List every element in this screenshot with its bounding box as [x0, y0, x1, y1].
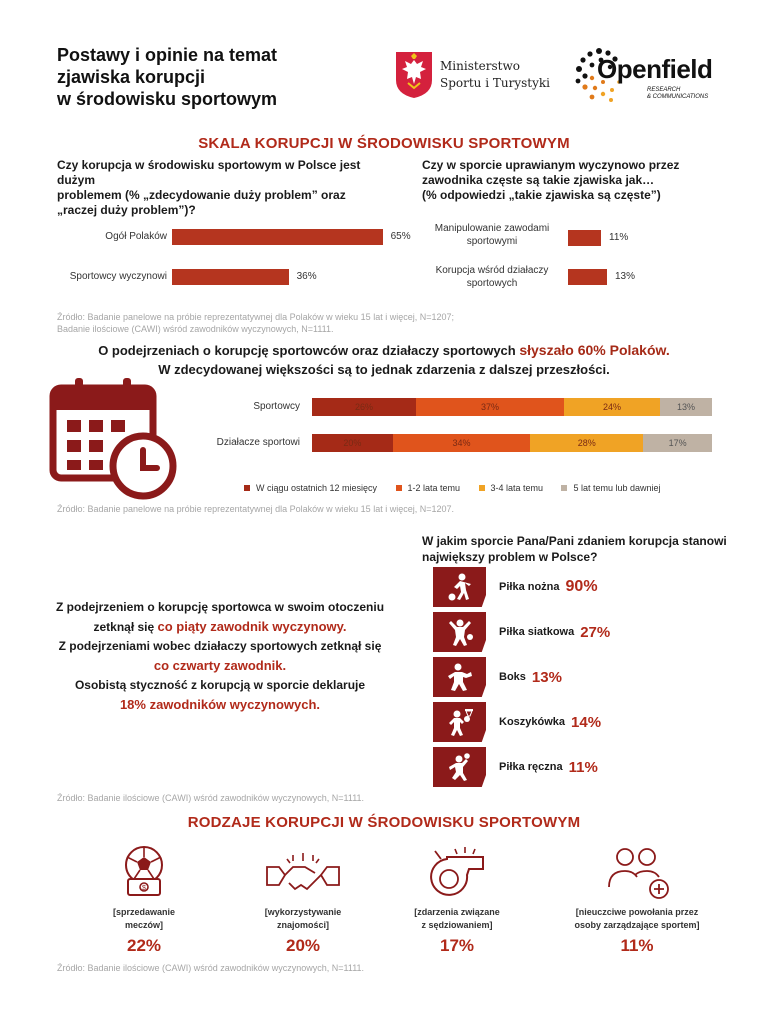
- bar2-value-1: 13%: [615, 271, 636, 282]
- question-right-line-2: zawodnika częste są takie zjawiska jak…: [422, 173, 655, 187]
- stack-segment-sportowcy-2: 24%: [564, 398, 660, 416]
- stack-segment-dzialacze-0: 20%: [312, 434, 393, 452]
- stack-segment-sportowcy-1: 37%: [416, 398, 564, 416]
- finding-line-2: [30, 617, 410, 637]
- bar2-label-0-line-1: Manipulowanie zawodami: [434, 223, 550, 234]
- basketball-player-icon: [433, 702, 486, 742]
- openfield-tagline-line-2: & COMMUNICATIONS: [647, 94, 709, 100]
- sport-row-4: [433, 747, 733, 787]
- section-title-types: RODZAJE KORUPCJI W ŚRODOWISKU SPORTOWYM: [187, 814, 581, 831]
- finding-line-4-highlight: co czwarty zawodnik.: [153, 658, 287, 673]
- sport-row-0: [433, 567, 733, 607]
- main-title-line-1: Postawy i opinie na temat: [57, 45, 278, 65]
- sport-name-4: Piłka ręczna: [499, 761, 563, 773]
- source-section2: Źródło: Badanie panelowe na próbie reprezentatywnej dla Polaków w wieku 15 lat i więcej, N=1207.: [57, 504, 454, 514]
- bar-label-0: Ogół Polaków: [105, 231, 167, 242]
- bar-value-0: 65%: [390, 231, 411, 242]
- headline-line-2: W zdecydowanej większości są to jednak zdarzenia z dalszej przeszłości.: [158, 362, 610, 377]
- question-sports-line-1: W jakim sporcie Pana/Pani zdaniem korupcja stanowi: [422, 534, 727, 548]
- whistle-icon: [425, 845, 489, 901]
- source-section1-line-1: Źródło: Badanie panelowe na próbie reprezentatywnej dla Polaków w wieku 15 lat i więcej, N=1207;: [57, 312, 454, 322]
- source-section1: [57, 311, 737, 335]
- main-title-line-2: zjawiska korupcji: [57, 67, 206, 87]
- ministry-line-1: Ministerstwo: [440, 59, 520, 73]
- legend-swatch-0: [244, 485, 250, 491]
- football-player-icon: [433, 567, 486, 607]
- finding-line-2-text: zetknął się: [93, 620, 158, 634]
- legend-item-3: [561, 483, 660, 493]
- legend-text-1: 1-2 lata temu: [407, 483, 461, 493]
- stack-segment-sportowcy-3: 13%: [660, 398, 712, 416]
- chart-when-heard: [200, 396, 720, 506]
- bar-korupcja-dzialaczy: [568, 269, 607, 285]
- sport-value-2: 13%: [531, 668, 562, 686]
- volleyball-player-glyph: [445, 617, 475, 647]
- openfield-logo: [575, 46, 725, 106]
- football-player-glyph: [445, 572, 475, 602]
- sport-name-1: Piłka siatkowa: [499, 626, 575, 638]
- source-section4: Źródło: Badanie ilościowe (CAWI) wśród zawodników wyczynowych, N=1111.: [57, 963, 365, 973]
- type-appointments: [557, 845, 717, 956]
- bar-ogol-polakow: [172, 229, 383, 245]
- bar-label-1: Sportowcy wyczynowi: [69, 271, 167, 282]
- boxer-glyph: [445, 662, 475, 692]
- type-label-1-line-2: znajomości]: [276, 920, 329, 930]
- finding-line-3-text: Z podejrzeniami wobec działaczy sportowych zetknął się: [58, 639, 382, 653]
- headline-line-1: [0, 341, 768, 360]
- ministry-line-2: Sportu i Turystyki: [440, 76, 550, 90]
- type-label-0: [64, 906, 224, 932]
- bar-manipulowanie: [568, 230, 601, 246]
- sport-value-4: 11%: [568, 758, 598, 776]
- legend-swatch-3: [561, 485, 567, 491]
- headline-line-1-highlight: słyszało 60% Polaków.: [519, 342, 670, 358]
- legend-swatch-2: [479, 485, 485, 491]
- finding-line-6-highlight: 18% zawodników wyczynowych.: [119, 697, 321, 712]
- finding-line-3: [30, 637, 410, 656]
- basketball-player-glyph: [445, 707, 475, 737]
- source-section1-line-2: Badanie ilościowe (CAWI) wśród zawodników wyczynowych, N=1111.: [57, 324, 334, 334]
- type-label-1-line-1: [wykorzystywanie: [264, 907, 342, 917]
- sport-name-0: Piłka nożna: [499, 581, 560, 593]
- type-label-2-line-2: z sędziowaniem]: [421, 920, 493, 930]
- question-left-line-3: „raczej duży problem”)?: [57, 203, 196, 217]
- chart-phenomena: [422, 222, 722, 294]
- bar2-label-0: [422, 222, 562, 248]
- type-refereeing: [377, 845, 537, 956]
- type-label-1: [223, 906, 383, 932]
- type-label-0-line-2: meczów]: [124, 920, 163, 930]
- question-sports-line-2: największy problem w Polsce?: [422, 550, 598, 564]
- finding-line-1: [30, 598, 410, 617]
- people-plus-icon: [605, 845, 669, 901]
- volleyball-player-icon: [433, 612, 486, 652]
- type-label-2-line-1: [zdarzenia związane: [414, 907, 500, 917]
- finding-line-2-highlight: co piąty zawodnik wyczynowy.: [157, 619, 347, 634]
- bar2-label-1-line-2: sportowych: [466, 278, 518, 289]
- bar-sportowcy-wyczynowi: [172, 269, 289, 285]
- polish-eagle-emblem-icon: [394, 50, 434, 100]
- sport-value-0: 90%: [565, 578, 598, 595]
- sports-list: [433, 567, 733, 787]
- boxer-icon: [433, 657, 486, 697]
- bar-value-1: 36%: [296, 271, 317, 282]
- athletes-findings: [30, 598, 410, 715]
- question-left-line-2: problemem (% „zdecydowanie duży problem” oraz: [57, 188, 346, 202]
- legend-item-0: [244, 483, 377, 493]
- type-value-3: 11%: [620, 936, 654, 955]
- finding-line-1-text: Z podejrzeniem o korupcję sportowca w swoim otoczeniu: [55, 600, 385, 614]
- question-right: [422, 158, 722, 203]
- type-label-3-line-2: osoby zarządzające sportem]: [574, 920, 700, 930]
- question-left-line-1: Czy korupcja w środowisku sportowym w Polsce jest dużym: [57, 158, 361, 187]
- stack-label-1: Działacze sportowi: [216, 437, 300, 448]
- svg-text:$: $: [142, 885, 146, 892]
- openfield-name: Openfield: [597, 54, 713, 84]
- stack-segment-dzialacze-3: 17%: [643, 434, 712, 452]
- question-sports: [422, 533, 742, 565]
- bar2-label-1-line-1: Korupcja wśród działaczy: [435, 265, 549, 276]
- stack-segment-dzialacze-1: 34%: [393, 434, 530, 452]
- headline-line-1-text: O podejrzeniach o korupcję sportowców oraz działaczy sportowych: [98, 343, 520, 358]
- headline-heard: [0, 341, 768, 379]
- type-label-3-line-1: [nieuczciwe powołania przez: [575, 907, 699, 917]
- calendar-clock-icon: [47, 376, 179, 500]
- ministry-name: [440, 58, 550, 92]
- sport-row-1: [433, 612, 733, 652]
- stack-label-0: Sportowcy: [253, 401, 300, 412]
- source-section3: Źródło: Badanie ilościowe (CAWI) wśród zawodników wyczynowych, N=1111.: [57, 793, 365, 803]
- type-connections: [223, 845, 383, 956]
- type-value-2: 17%: [439, 936, 475, 955]
- football-money-icon: [114, 845, 174, 901]
- finding-line-5-text: Osobistą styczność z korupcją w sporcie deklaruje: [74, 678, 366, 692]
- handball-player-glyph: [445, 752, 475, 782]
- bar2-label-1: [422, 264, 562, 290]
- stack-row-sportowcy: [312, 398, 712, 416]
- sport-row-3: [433, 702, 733, 742]
- handshake-icon: [263, 845, 343, 901]
- chart-problem-scale: [57, 222, 411, 292]
- legend-text-3: 5 lat temu lub dawniej: [573, 483, 661, 493]
- stack-segment-sportowcy-0: 26%: [312, 398, 416, 416]
- sport-name-2: Boks: [499, 671, 526, 683]
- stack-legend: [244, 478, 724, 496]
- sport-value-3: 14%: [571, 713, 602, 731]
- sport-name-3: Koszykówka: [499, 716, 566, 728]
- sport-value-1: 27%: [580, 623, 611, 641]
- question-right-line-3: (% odpowiedzi „takie zjawiska są częste”): [422, 188, 661, 202]
- finding-line-6: [30, 695, 410, 715]
- main-title-line-3: w środowisku sportowym: [57, 89, 278, 109]
- bar2-value-0: 11%: [609, 232, 629, 243]
- type-label-3: [557, 906, 717, 932]
- stack-segment-dzialacze-2: 28%: [530, 434, 643, 452]
- stack-row-dzialacze: [312, 434, 712, 452]
- finding-line-4: [30, 656, 410, 676]
- type-label-0-line-1: [sprzedawanie: [112, 907, 176, 917]
- type-match-selling: [64, 845, 224, 956]
- openfield-tagline: [647, 87, 708, 101]
- openfield-tagline-line-1: RESEARCH: [647, 87, 681, 93]
- type-label-2: [377, 906, 537, 932]
- legend-text-2: 3-4 lata temu: [490, 483, 544, 493]
- legend-item-2: [479, 483, 544, 493]
- section-title-scale: SKALA KORUPCJI W ŚRODOWISKU SPORTOWYM: [198, 135, 570, 152]
- type-value-0: 22%: [126, 936, 162, 955]
- main-title: [57, 44, 357, 110]
- bar2-label-0-line-2: sportowymi: [466, 236, 518, 247]
- finding-line-5: [30, 676, 410, 695]
- legend-text-0: W ciągu ostatnich 12 miesięcy: [256, 483, 378, 493]
- handball-player-icon: [433, 747, 486, 787]
- legend-swatch-1: [396, 485, 402, 491]
- question-left: [57, 158, 397, 218]
- type-value-1: 20%: [285, 936, 321, 955]
- legend-item-1: [396, 483, 461, 493]
- question-right-line-1: Czy w sporcie uprawianym wyczynowo przez: [422, 158, 680, 172]
- sport-row-2: [433, 657, 733, 697]
